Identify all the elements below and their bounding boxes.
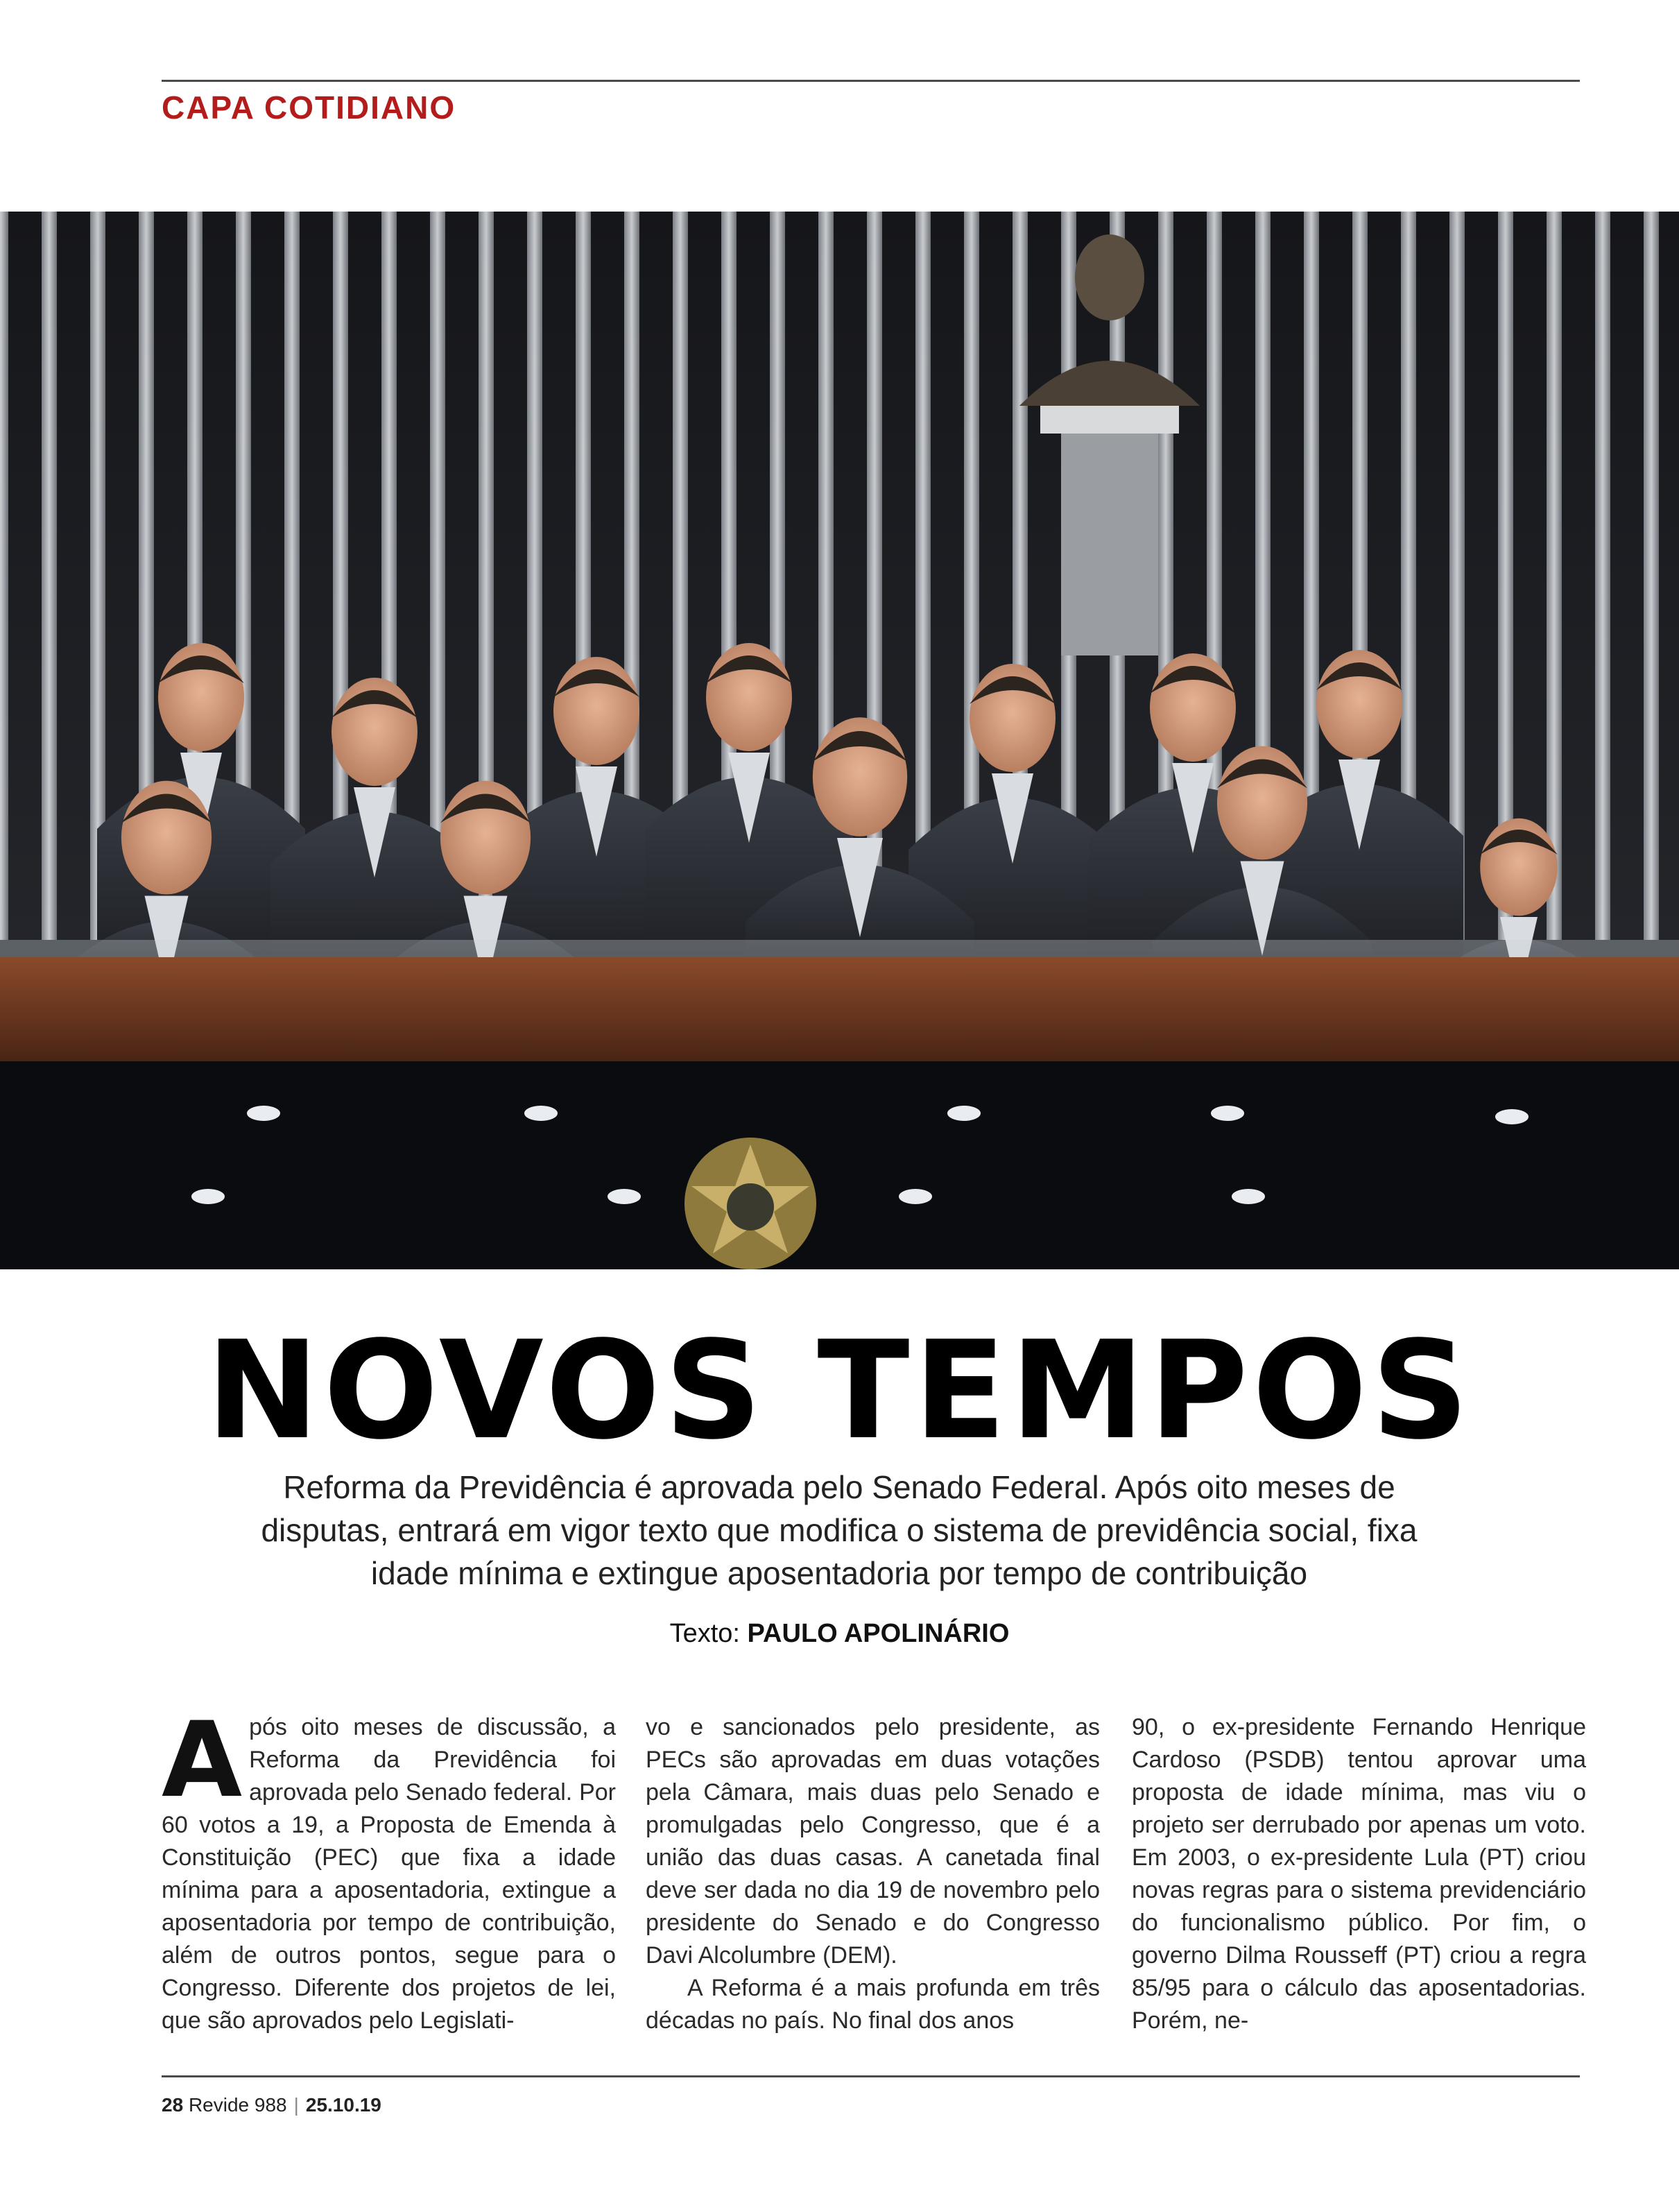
subheadline: Reforma da Previdência é aprovada pelo Senado Federal. Após oito meses de disputas, entrará em vigor texto que modifica o sistema de previdência social, fixa idade mínima e extingue aposentadoria por tempo de contribuição	[261, 1469, 1418, 1591]
byline-author: PAULO APOLINÁRIO	[747, 1619, 1010, 1648]
top-rule	[162, 80, 1580, 82]
section-label: CAPA COTIDIANO	[162, 89, 456, 126]
hero-photo	[0, 212, 1679, 1269]
footer-separator: |	[293, 2094, 299, 2116]
wall-slat	[915, 212, 931, 940]
ceiling-light	[899, 1189, 932, 1204]
ceiling-light	[1211, 1106, 1244, 1121]
article-column-1	[162, 1711, 616, 2058]
wall-slat	[1595, 212, 1610, 940]
column-2-paragraph-2: A Reforma é a mais profunda em três décadas no país. No final dos anos	[646, 1975, 1100, 2034]
ceiling-light	[608, 1189, 641, 1204]
column-2-paragraph-1: vo e sancionados pelo presidente, as PECs são aprovadas em duas votações pela Câmara, mais duas pelo Senado e promulgadas pelo Congresso, que é a união das duas casas. A canetada final deve ser dada no dia 19 de novembro pelo presidente do Senado e do Congresso Davi Alcolumbre (DEM).	[646, 1714, 1100, 1969]
ceiling-light	[247, 1106, 280, 1121]
byline	[0, 1616, 1679, 1651]
wall-slat	[0, 212, 8, 940]
wall-slat	[1547, 212, 1562, 940]
article-column-2	[646, 1711, 1100, 2058]
wall-slat	[42, 212, 57, 940]
column-3-text: 90, o ex-presidente Fernando Henrique Cardoso (PSDB) tentou aprovar uma proposta de idade mínima, mas viu o projeto ser derrubado por apenas um voto. Em 2003, o ex-presidente Lula (PT) criou novas regras para o sistema previdenciário do funcionalismo público. Por fim, o governo Dilma Rousseff (PT) criou a regra 85/95 para o cálculo das aposentadorias. Porém, ne-	[1132, 1714, 1586, 2034]
headline: NOVOS TEMPOS	[206, 1312, 1473, 1469]
ceiling-light	[1232, 1189, 1265, 1204]
article-column-3	[1132, 1711, 1586, 2058]
magazine-issue: Revide 988	[188, 2094, 287, 2116]
ceiling-light	[1495, 1109, 1529, 1124]
coat-of-arms	[684, 1138, 816, 1269]
column-1-text: pós oito meses de discussão, a Reforma da Previdência foi aprovada pelo Senado federal. Por 60 votos a 19, a Proposta de Emenda à Constituição (PEC) que fixa a idade mínima para a aposentadoria, extingue a aposentadoria por tempo de contribuição, além de outros pontos, segue para o Congresso. Diferente dos projetos de lei, que são aprovados pelo Legislati-	[162, 1714, 616, 2034]
page-footer	[162, 2091, 381, 2119]
wall-slat	[1644, 212, 1659, 940]
ceiling-light	[524, 1106, 558, 1121]
bottom-rule	[162, 2075, 1580, 2077]
ceiling-light	[191, 1189, 225, 1204]
drop-cap: A	[162, 1711, 243, 1821]
ceiling-light	[947, 1106, 981, 1121]
byline-label: Texto:	[669, 1619, 740, 1648]
page-number: 28	[162, 2094, 184, 2116]
issue-date: 25.10.19	[305, 2094, 381, 2116]
